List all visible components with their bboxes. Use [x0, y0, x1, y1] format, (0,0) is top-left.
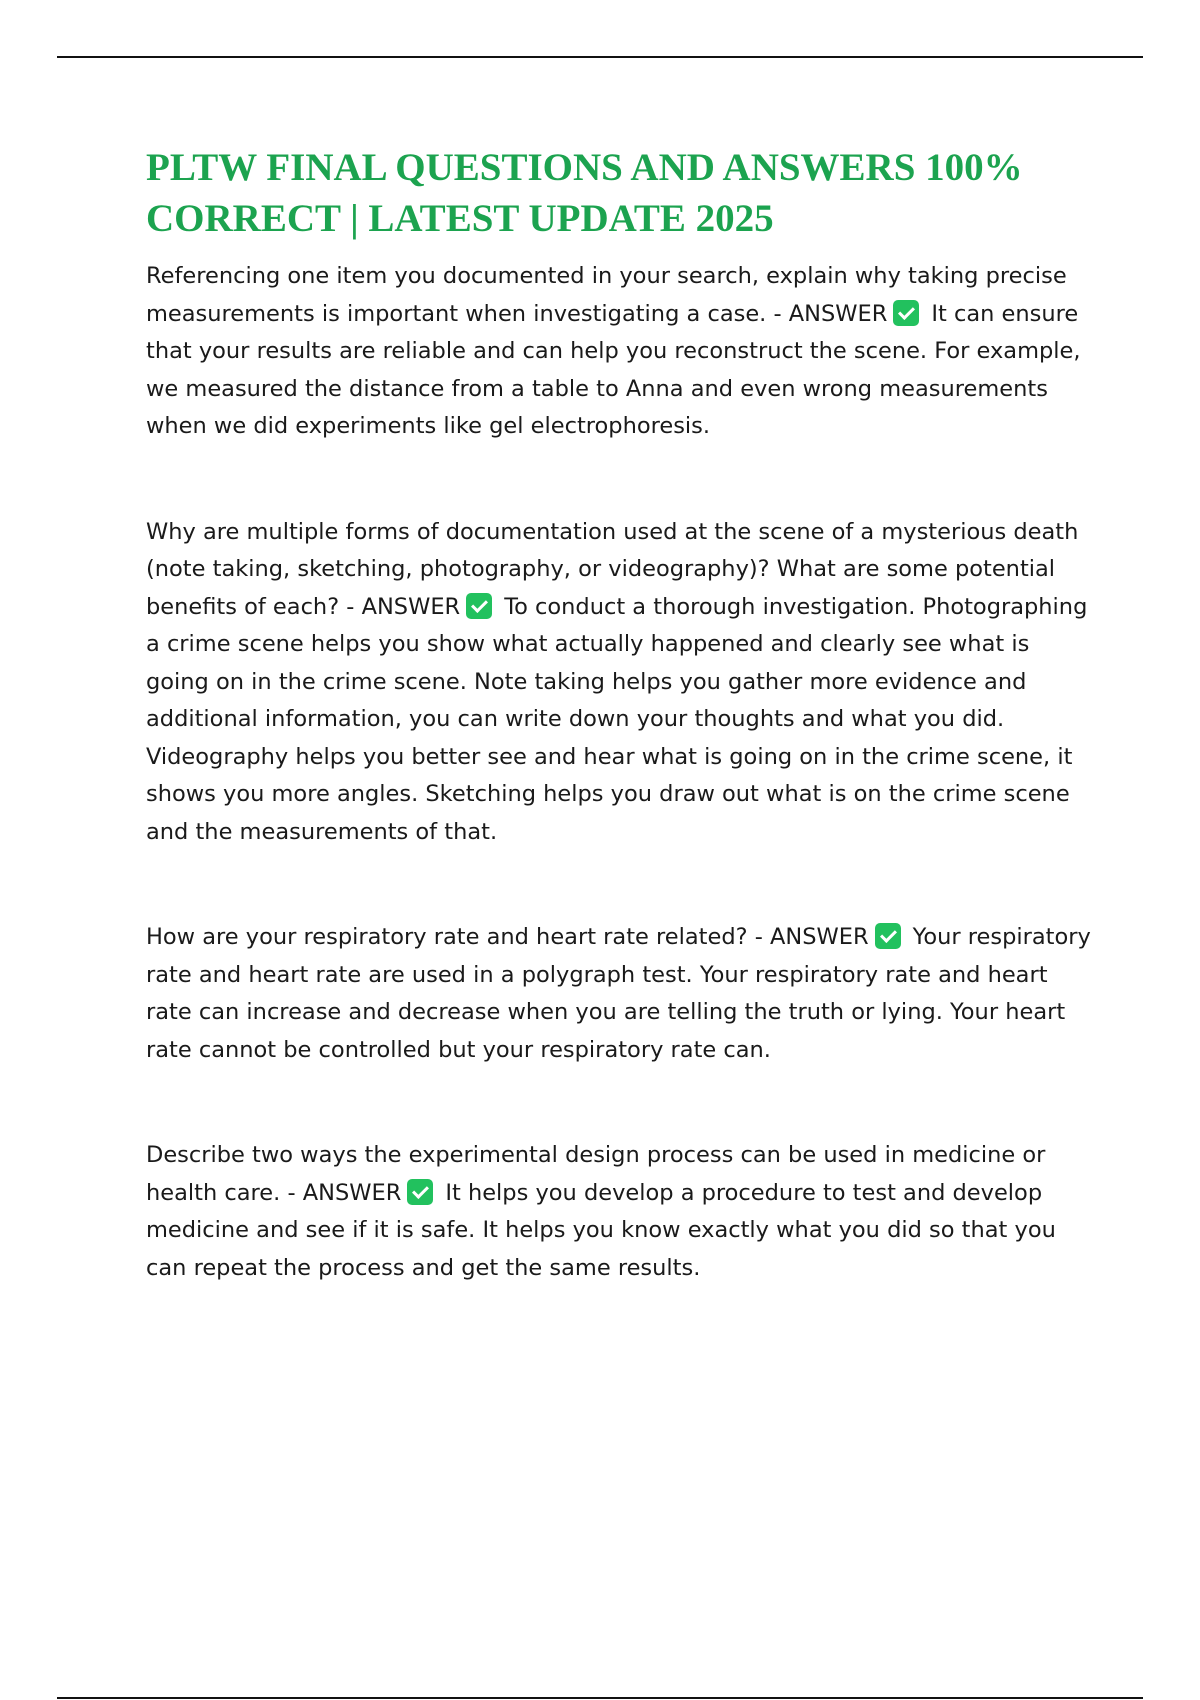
answer-separator: -	[747, 924, 770, 950]
document-body	[146, 142, 1096, 1287]
qa-item-4	[146, 1137, 1096, 1287]
answer-separator: -	[339, 593, 362, 620]
answer-text: To conduct a thorough investigation. Photographing a crime scene helps you show what actually happened and clearly see what is going on in the crime scene. Note taking helps you gather more evidence and additional information, you can write down your thoughts and what you did. Videography helps you better see and hear what is going on in the crime scene, it shows you more angles. Sketching helps you draw out what is on the crime scene and the measurements of that.	[146, 593, 1088, 845]
answer-text: It can ensure that your results are reliable and can help you reconstruct the scene. For example, we measured the distance from a table to Anna and even wrong measurements when we did experiments like gel electrophoresis.	[146, 300, 1081, 439]
question-text: How are your respiratory rate and heart rate related?	[146, 924, 748, 950]
question-text: Why are multiple forms of documentation used at the scene of a mysterious death (note taking, sketching, photography, or videography)? What are some potential benefits of each?	[146, 518, 1079, 620]
check-mark-icon	[893, 300, 919, 326]
qa-item-1	[146, 258, 1096, 446]
check-mark-icon	[407, 1179, 433, 1205]
document-title: PLTW FINAL QUESTIONS AND ANSWERS 100% CORRECT | LATEST UPDATE 2025	[146, 146, 1023, 240]
qa-item-2	[146, 514, 1096, 852]
bottom-rule	[57, 1697, 1143, 1699]
answer-label: ANSWER	[770, 924, 869, 950]
qa-item-3	[146, 919, 1096, 1069]
answer-label: ANSWER	[361, 593, 461, 620]
answer-text: Your respiratory rate and heart rate are used in a polygraph test. Your respiratory rate and heart rate can increase and decrease when you are telling the truth or lying. Your heart rate cannot be controlled but your respiratory rate can.	[146, 924, 1091, 1063]
question-text: Describe two ways the experimental design process can be used in medicine or health care.	[146, 1142, 1046, 1206]
top-rule	[57, 56, 1143, 58]
answer-separator: -	[766, 300, 789, 327]
answer-text: It helps you develop a procedure to test and develop medicine and see if it is safe. It helps you know exactly what you did so that you can repeat the process and get the same results.	[146, 1179, 1056, 1281]
check-mark-icon	[466, 593, 492, 619]
question-text: Referencing one item you documented in your search, explain why taking precise measurements is important when investigating a case.	[146, 263, 1067, 327]
answer-label: ANSWER	[302, 1179, 402, 1206]
answer-label: ANSWER	[788, 300, 888, 327]
check-mark-icon	[875, 923, 901, 949]
answer-separator: -	[280, 1179, 303, 1206]
